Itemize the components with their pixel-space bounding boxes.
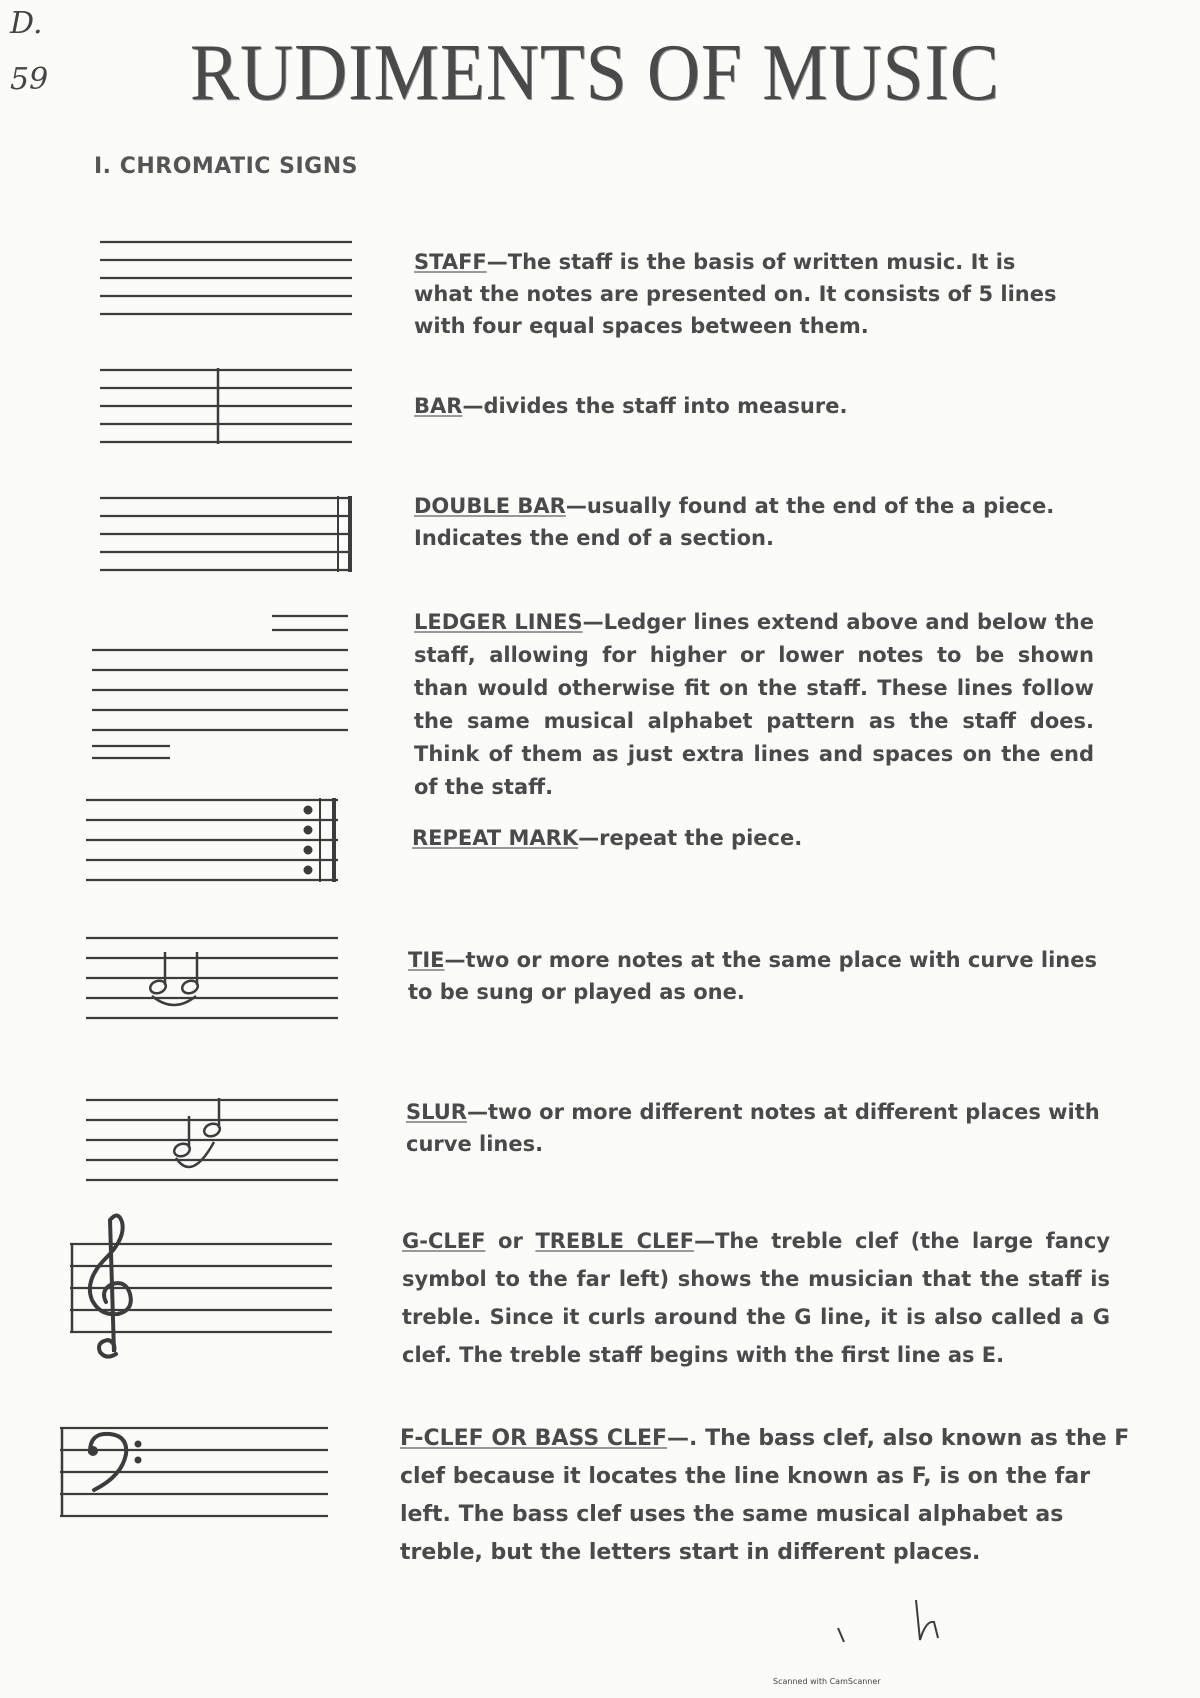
entry-bass-clef-term: F-CLEF OR BASS CLEF <box>400 1426 668 1451</box>
entry-repeat-mark-text: —repeat the piece. <box>578 826 803 850</box>
double-bar-illustration <box>100 488 360 588</box>
repeat-mark-illustration <box>86 792 346 892</box>
bass-clef-icon <box>88 1434 142 1490</box>
entry-staff-term: STAFF <box>414 250 487 274</box>
repeat-dot <box>304 806 313 815</box>
ledger-lines-illustration <box>92 610 362 760</box>
page-title: RUDIMENTS OF MUSIC <box>190 29 1000 117</box>
entry-double-bar-term: DOUBLE BAR <box>414 494 566 518</box>
section-heading: I. CHROMATIC SIGNS <box>94 154 358 179</box>
treble-clef-icon <box>90 1215 131 1356</box>
slur-illustration <box>86 1092 346 1192</box>
entry-treble-clef-term: G-CLEF <box>402 1229 486 1253</box>
staff-illustration <box>100 232 360 332</box>
entry-slur <box>406 1096 1106 1160</box>
entry-double-bar-text: —usually found at the end of the a piece. Indicates the end of a section. <box>414 494 1055 550</box>
entry-treble-clef-term2: TREBLE CLEF <box>535 1229 695 1253</box>
bass-clef-illustration <box>60 1418 340 1538</box>
entry-tie-text: —two or more notes at the same place with curve lines to be sung or played as one. <box>408 948 1098 1004</box>
entry-double-bar <box>414 490 1094 554</box>
entry-bar-text: —divides the staff into measure. <box>462 394 848 418</box>
entry-slur-text: —two or more different notes at different places with curve lines. <box>406 1100 1100 1156</box>
scanner-watermark: Scanned with CamScanner <box>773 1677 881 1686</box>
repeat-dot <box>304 846 313 855</box>
entry-bar-term: BAR <box>414 394 463 418</box>
entry-treble-clef-text: —The treble clef (the large fancy symbol to the far left) shows the musician that the staff is treble. Since it curls around the G line, it is also called a G clef. The treble staff begins with the first line as E. <box>402 1229 1111 1367</box>
repeat-dot <box>304 866 313 875</box>
entry-ledger-lines-text: —Ledger lines extend above and below the staff, allowing for higher or lower notes to be shown than would otherwise fit on the staff. These lines follow the same musical alphabet pattern as the staff does. Think of them as just extra lines and spaces on the end of the staff. <box>414 610 1094 799</box>
margin-note-number: 59 <box>10 62 49 97</box>
treble-clef-illustration <box>70 1214 340 1364</box>
entry-tie-term: TIE <box>408 948 445 972</box>
handwritten-marks <box>830 1590 950 1660</box>
entry-repeat-mark-term: REPEAT MARK <box>412 826 579 850</box>
tie-illustration <box>86 930 346 1030</box>
entry-ledger-lines <box>414 606 1094 804</box>
entry-tie <box>408 944 1108 1008</box>
entry-bass-clef <box>400 1420 1140 1572</box>
entry-bass-clef-text: —. The bass clef, also known as the F clef because it locates the line known as F, is on the far left. The bass clef uses the same musical alphabet as treble, but the letters start in different places. <box>400 1426 1130 1565</box>
margin-note-top: D. <box>10 6 43 41</box>
entry-treble-clef <box>402 1222 1110 1374</box>
entry-ledger-lines-term: LEDGER LINES <box>414 610 583 634</box>
slur-curve <box>176 1142 214 1167</box>
repeat-dot <box>304 826 313 835</box>
entry-slur-term: SLUR <box>406 1100 467 1124</box>
entry-bar <box>414 390 1074 422</box>
bar-illustration <box>100 360 360 460</box>
entry-staff <box>414 246 1074 342</box>
entry-repeat-mark <box>412 822 1072 854</box>
entry-staff-text: —The staff is the basis of written music. It is what the notes are presented on. It consists of 5 lines with four equal spaces between them. <box>414 250 1057 338</box>
entry-treble-clef-connector: or <box>485 1229 536 1253</box>
